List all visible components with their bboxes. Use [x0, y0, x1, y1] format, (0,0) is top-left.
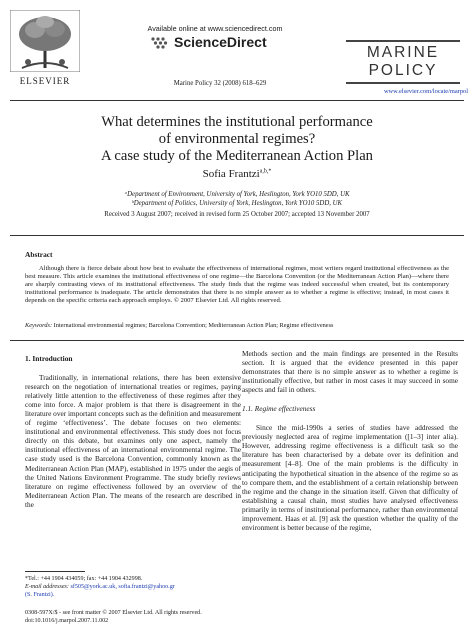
footnote-emails — [25, 583, 241, 591]
title-line2: of environmental regimes? — [158, 131, 316, 147]
abstract-heading: Abstract — [25, 250, 53, 259]
abstract-body: Although there is fierce debate about how best to evaluate the effectiveness of international regimes, most writers regard institutional effectiveness as the best measure. This article examines the institutional effectiveness of one regime—the Barcelona Convention (or the Mediterranean Action Plan)—where there are sharply contrasting views of its institutional effectiveness. The study finds that the regime was indeed successful when created, but its contemporary institutional performance is inadequate. The article demonstrates that there is no simple answer as to whether a regime is effective; instead, in most cases it depends on the specific criteria each approach employs. — [25, 265, 449, 305]
section-heading-introduction: 1. Introduction — [25, 354, 73, 363]
email-label: E-mail addresses: — [25, 584, 69, 590]
title-line1: What determines the institutional performance — [101, 114, 373, 130]
abstract-copyright: © 2007 Elsevier Ltd. All rights reserved. — [173, 297, 282, 305]
methods-paragraph: Methods section and the main findings are presented in the Results section. It is argued that the evidence presented in this paper demonstrates that there is no simple answer as to whether a regime is institutionally effective, but rather in most cases it may succeed in some aspects and fail in others. — [242, 349, 458, 395]
abstract-text — [25, 265, 449, 305]
affiliations — [80, 190, 394, 208]
doi-line[interactable]: doi:10.1016/j.marpol.2007.11.002 — [25, 618, 109, 624]
journal-title-box — [346, 40, 460, 84]
header-divider — [10, 100, 464, 101]
subsection-heading: 1.1. Regime effectiveness — [242, 404, 316, 414]
issn-line: 0308-597X/$ - see front matter © 2007 Elsevier Ltd. All rights reserved. — [25, 610, 202, 616]
sciencedirect-dots-icon — [150, 36, 170, 50]
sciencedirect-logo[interactable] — [150, 34, 290, 52]
keywords-list: International environmental regimes; Barcelona Convention; Mediterranean Action Plan; Regime effectiveness — [52, 322, 334, 329]
title-line3: A case study of the Mediterranean Action Plan — [101, 148, 373, 164]
elsevier-tree-logo — [10, 10, 80, 72]
footnote-author-name: (S. Frantzi). — [25, 592, 55, 598]
author-name-text: Sofia Frantzi — [202, 168, 260, 180]
author-name — [100, 168, 374, 180]
author-marks: a,b,* — [259, 168, 272, 175]
journal-rule-bottom — [346, 82, 460, 84]
received-dates: Received 3 August 2007; received in revised form 25 October 2007; accepted 13 November 2007 — [104, 211, 370, 218]
copyright-block — [25, 609, 325, 625]
keywords — [25, 322, 449, 329]
footnote — [25, 575, 241, 599]
keywords-label: Keywords: — [25, 322, 53, 329]
body-right-column — [242, 349, 458, 532]
abstract-divider-bottom — [10, 340, 464, 341]
journal-citation: Marine Policy 32 (2008) 618–629 — [173, 80, 267, 87]
online-availability[interactable]: Available online at www.sciencedirect.com — [147, 24, 283, 33]
publisher-name: ELSEVIER — [19, 76, 71, 86]
journal-title-line2: POLICY — [368, 62, 438, 79]
sciencedirect-wordmark: ScienceDirect — [174, 34, 267, 50]
affiliation-a: ᵃDepartment of Environment, University of York, Heslington, York YO10 5DD, UK — [124, 191, 350, 198]
abstract-divider-top — [10, 235, 464, 236]
affiliation-b: ᵇDepartment of Politics, University of York, Heslington, York YO10 5DD, UK — [131, 200, 343, 207]
email-links[interactable]: sf505@york.ac.uk, sofia.frantzi@yahoo.gr — [68, 584, 175, 590]
intro-paragraph: Traditionally, in international relations, there has been extensive research on the negotiation of international treaties or regimes, paying relatively little attention to the effectiveness of these regimes after they come into force. A major problem is that there is disagreement in the literature over important concepts such as the definition and measurement of regime ‘effectiveness’. The debate focuses on two elements: institutional and environmental effectiveness. This study does not focus directly on this debate, but examines only one aspect, namely the institutional effectiveness of an international environmental regime. The case study used is the Barcelona Convention, commonly known as the Mediterranean Action Plan (MAP), established in 1975 under the aegis of the United Nations Environment Programme. The study briefly reviews literature on regime effectiveness followed by an overview of the Mediterranean Action Plan. The means of the research are described in the — [25, 373, 241, 509]
effectiveness-paragraph: Since the mid-1990s a series of studies have addressed the previously neglected area of regime implementation ([1–3] inter alia). However, addressing regime effectiveness is a difficult task so the literature has been characterised by a debate over its definition and measurement [4–8]. One of the main problems is the difficulty in anticipating the hypothetical situation in the absence of the regime so as to compare them, and the establishment of a certain relationship between the regime and the change in the situation itself. Given that difficulty of establishing a causal chain, most studies have analysed effectiveness primarily in terms of institutional performance, rather than environmental improvement. Haas et al. [9] ask the question whether the quality of the environment is better because of the regime, — [242, 423, 458, 532]
article-title — [60, 114, 414, 165]
footnote-tel: *Tel.: +44 1904 434059; fax: +44 1904 432998. — [25, 576, 143, 582]
journal-title-line1: MARINE — [366, 44, 440, 61]
journal-url-link[interactable]: www.elsevier.com/locate/marpol — [383, 88, 468, 95]
body-left-column — [25, 354, 241, 509]
journal-title — [346, 42, 460, 82]
footnote-divider — [25, 571, 85, 572]
